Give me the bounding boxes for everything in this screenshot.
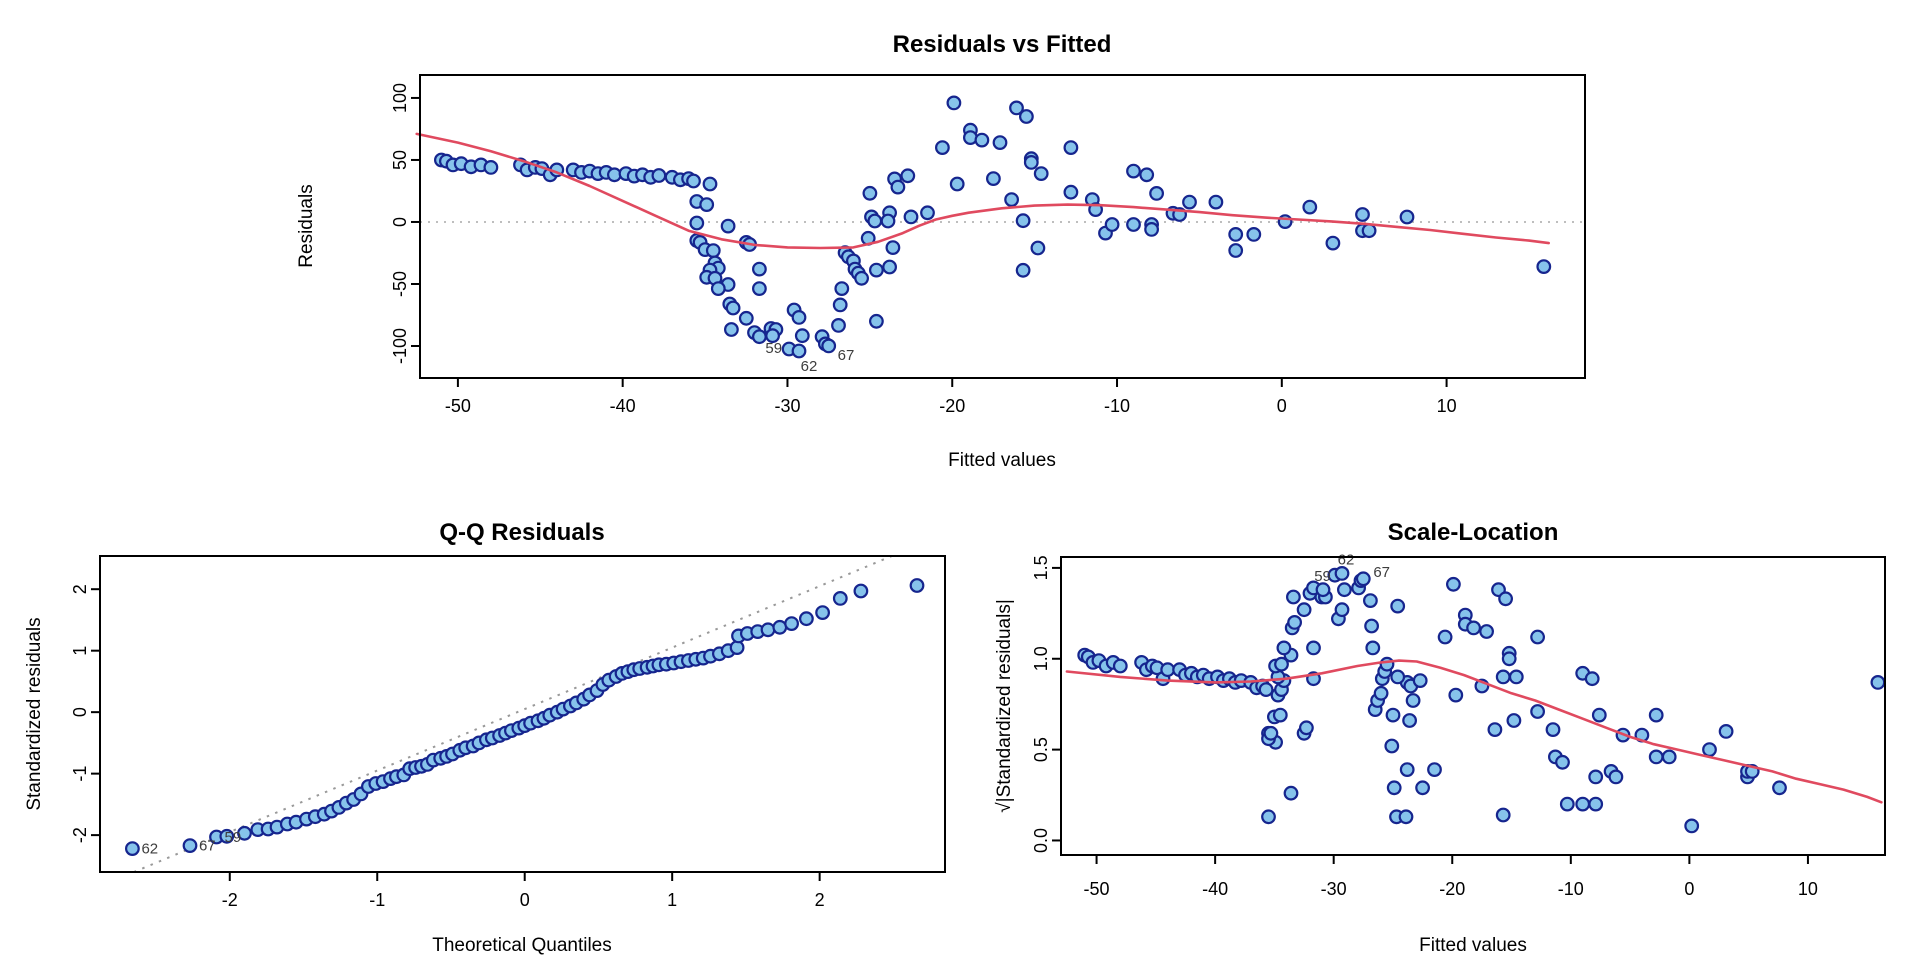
data-point: [1150, 187, 1163, 200]
y-tick-label: 100: [390, 82, 410, 113]
data-point: [1229, 228, 1242, 241]
data-point: [126, 842, 139, 855]
x-tick-label: -30: [774, 396, 801, 416]
x-tick-label: -40: [1202, 879, 1229, 899]
point-label: 62: [800, 357, 818, 375]
point-label: 67: [837, 346, 855, 364]
data-point: [1287, 591, 1300, 604]
data-point: [869, 215, 882, 228]
data-point: [485, 161, 498, 174]
x-axis-label: Fitted values: [1419, 935, 1527, 956]
data-point: [1503, 653, 1516, 666]
x-tick-label: -40: [609, 396, 636, 416]
data-point: [1388, 782, 1401, 795]
x-tick-label: -2: [221, 890, 238, 910]
data-point: [1032, 242, 1045, 255]
data-point: [1065, 141, 1078, 154]
data-point: [762, 624, 775, 637]
data-point: [753, 263, 766, 276]
data-point: [796, 329, 809, 342]
data-point: [1327, 237, 1340, 250]
plot-scale-location: [994, 519, 1885, 956]
data-point: [1229, 244, 1242, 257]
data-point: [1720, 725, 1733, 738]
data-point: [1248, 228, 1261, 241]
data-point: [1262, 811, 1275, 824]
data-point: [753, 330, 766, 343]
data-point: [987, 172, 1000, 185]
data-point: [976, 134, 989, 147]
plot-title: Scale-Location: [1387, 519, 1559, 546]
data-point: [1650, 709, 1663, 722]
data-point: [1127, 218, 1140, 231]
data-point: [1403, 714, 1416, 727]
y-axis-label: Residuals: [296, 184, 317, 268]
data-point: [1183, 196, 1196, 209]
y-tick-label: 1: [70, 645, 90, 656]
x-tick-label: 10: [1436, 396, 1457, 416]
x-tick-label: 0: [1684, 879, 1695, 899]
plot-border: [420, 75, 1585, 378]
data-point: [1508, 714, 1521, 727]
data-point: [1304, 201, 1317, 214]
smooth-line: [417, 134, 1549, 248]
data-point: [1307, 642, 1320, 655]
plot-area-residuals-vs-fitted: [390, 75, 1585, 416]
x-tick-label: -50: [1083, 879, 1110, 899]
plot-title: Residuals vs Fitted: [892, 31, 1112, 58]
data-point: [704, 178, 717, 191]
data-point: [1357, 573, 1370, 586]
data-point: [1025, 156, 1038, 169]
y-tick-label: -100: [390, 327, 410, 365]
data-point: [1145, 223, 1158, 236]
data-point: [1439, 631, 1452, 644]
data-point: [1065, 186, 1078, 199]
plot-qq-residuals: [24, 519, 945, 956]
x-tick-label: 2: [814, 890, 825, 910]
data-point: [1338, 583, 1351, 596]
data-point: [1499, 593, 1512, 606]
y-axis-label: √|Standardized residuals|: [994, 599, 1015, 813]
point-label: 62: [1337, 551, 1355, 569]
y-tick-label: 2: [70, 584, 90, 595]
data-point: [740, 312, 753, 325]
x-axis-label: Theoretical Quantiles: [432, 935, 612, 956]
data-point: [1467, 622, 1480, 635]
x-tick-label: -50: [444, 396, 471, 416]
data-point: [707, 244, 720, 257]
data-point: [855, 585, 868, 598]
data-point: [1556, 756, 1569, 769]
x-tick-label: 1: [667, 890, 678, 910]
data-point: [892, 181, 905, 194]
x-tick-label: -30: [1320, 879, 1347, 899]
x-tick-label: -10: [1557, 879, 1584, 899]
point-label: 59: [1314, 568, 1331, 586]
data-point: [1127, 165, 1140, 178]
data-point: [1531, 705, 1544, 718]
x-tick-label: -20: [1439, 879, 1466, 899]
data-point: [1265, 727, 1278, 740]
point-label: 67: [1373, 563, 1391, 581]
data-point: [1035, 167, 1048, 180]
data-point: [1210, 196, 1223, 209]
data-point: [1414, 674, 1427, 687]
data-point: [1703, 743, 1716, 756]
point-label: 67: [198, 837, 216, 855]
data-point: [653, 169, 666, 182]
y-axis-label: Standardized residuals: [24, 617, 45, 811]
data-point: [1497, 809, 1510, 822]
data-point: [902, 170, 915, 183]
x-tick-label: -10: [1104, 396, 1131, 416]
plot-border: [100, 556, 945, 872]
data-point: [1298, 603, 1311, 616]
data-point: [785, 617, 798, 630]
data-point: [731, 641, 744, 654]
y-tick-label: 1.0: [1031, 646, 1051, 672]
plot-residuals-vs-fitted: [296, 31, 1585, 471]
data-point: [1610, 771, 1623, 784]
data-point: [1260, 683, 1273, 696]
data-point: [1589, 771, 1602, 784]
data-point: [700, 198, 713, 211]
data-point: [1106, 218, 1119, 231]
data-point: [855, 272, 868, 285]
data-point: [1773, 782, 1786, 795]
data-point: [1576, 798, 1589, 811]
data-point: [1300, 722, 1313, 735]
plot-area-scale-location: [1031, 551, 1885, 899]
y-tick-label: 0.0: [1031, 827, 1051, 853]
data-point: [1364, 594, 1377, 607]
data-point: [883, 261, 896, 274]
x-tick-label: 0: [1276, 396, 1287, 416]
data-point: [994, 136, 1007, 149]
data-point: [1274, 709, 1287, 722]
data-point: [882, 215, 895, 228]
data-point: [774, 621, 787, 634]
x-tick-label: 10: [1797, 879, 1818, 899]
y-tick-label: 50: [390, 149, 410, 170]
data-point: [1317, 583, 1330, 596]
data-point: [1428, 763, 1441, 776]
data-point: [1161, 663, 1174, 676]
data-point: [1531, 631, 1544, 644]
data-point: [1547, 723, 1560, 736]
data-point: [911, 579, 924, 592]
data-point: [1285, 787, 1298, 800]
data-point: [921, 207, 934, 220]
data-point: [1480, 625, 1493, 638]
data-point: [712, 282, 725, 295]
data-point: [870, 315, 883, 328]
point-label: 62: [141, 840, 159, 858]
data-point: [1497, 671, 1510, 684]
data-point: [1416, 782, 1429, 795]
data-point: [1407, 694, 1420, 707]
point-label: 59: [765, 339, 783, 357]
data-point: [722, 220, 735, 233]
y-tick-label: -1: [70, 765, 90, 782]
plot-area-qq-residuals: [70, 556, 945, 910]
data-point: [1391, 600, 1404, 613]
data-point: [1356, 208, 1369, 221]
data-point: [936, 141, 949, 154]
data-point: [864, 187, 877, 200]
data-point: [727, 302, 740, 315]
data-point: [1381, 658, 1394, 671]
y-tick-label: 0: [390, 216, 410, 227]
y-tick-label: -50: [390, 270, 410, 297]
data-point: [1367, 642, 1380, 655]
data-point: [816, 606, 829, 619]
data-point: [1663, 751, 1676, 764]
data-point: [834, 592, 847, 605]
x-tick-label: -1: [369, 890, 386, 910]
data-point: [793, 345, 806, 358]
data-point: [687, 175, 700, 188]
data-point: [1386, 740, 1399, 753]
data-point: [1510, 671, 1523, 684]
data-point: [836, 282, 849, 295]
smooth-line: [1067, 661, 1882, 803]
data-point: [1017, 214, 1030, 227]
data-point: [832, 319, 845, 332]
data-point: [1017, 264, 1030, 277]
data-point: [1401, 211, 1414, 224]
data-point: [800, 612, 813, 625]
x-axis-label: Fitted values: [948, 450, 1056, 471]
qq-reference-line: [134, 556, 892, 872]
data-point: [691, 217, 704, 230]
data-point: [1450, 689, 1463, 702]
data-point: [1375, 687, 1388, 700]
y-tick-label: 0: [70, 707, 90, 718]
point-label: 59: [224, 828, 242, 846]
data-point: [948, 97, 961, 110]
data-point: [725, 323, 738, 336]
y-tick-label: 0.5: [1031, 737, 1051, 763]
x-tick-label: 0: [519, 890, 530, 910]
data-point: [1489, 723, 1502, 736]
data-point: [870, 264, 883, 277]
data-point: [1363, 224, 1376, 237]
data-point: [834, 299, 847, 312]
data-point: [1391, 671, 1404, 684]
data-point: [1400, 811, 1413, 824]
data-point: [1288, 616, 1301, 629]
y-tick-label: -2: [70, 827, 90, 844]
plot-title: Q-Q Residuals: [439, 519, 605, 546]
data-point: [1365, 620, 1378, 633]
data-point: [1650, 751, 1663, 764]
x-tick-label: -20: [939, 396, 966, 416]
data-point: [887, 241, 900, 254]
data-point: [1336, 603, 1349, 616]
data-point: [1538, 260, 1551, 273]
data-point: [905, 211, 918, 224]
data-point: [1278, 642, 1291, 655]
data-point: [1561, 798, 1574, 811]
data-point: [951, 178, 964, 191]
data-point: [753, 282, 766, 295]
data-point: [1589, 798, 1602, 811]
data-point: [1114, 660, 1127, 673]
data-point: [184, 839, 197, 852]
y-tick-label: 1.5: [1031, 555, 1051, 581]
data-point: [1387, 709, 1400, 722]
data-point: [1872, 676, 1885, 689]
data-point: [793, 311, 806, 324]
data-point: [1140, 169, 1153, 182]
data-point: [1401, 763, 1414, 776]
data-point: [1593, 709, 1606, 722]
data-point: [1005, 193, 1018, 206]
data-point: [1336, 567, 1349, 580]
data-point: [1685, 820, 1698, 833]
data-point: [822, 340, 835, 353]
data-point: [1020, 110, 1033, 123]
data-point: [1447, 578, 1460, 591]
plot-border: [1061, 557, 1885, 855]
data-point: [1586, 672, 1599, 685]
